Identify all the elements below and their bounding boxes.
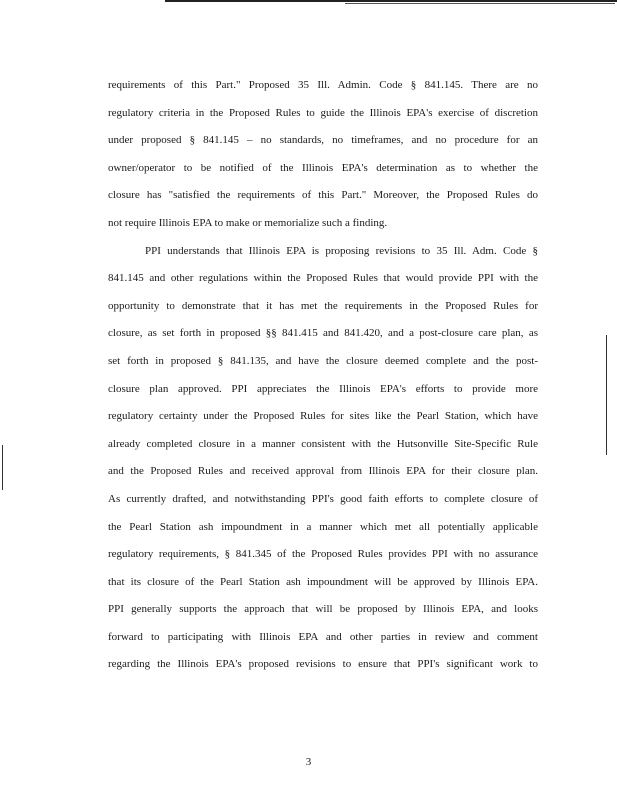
document-body [108,72,538,679]
page-number: 3 [305,756,312,768]
text-line: closure, as set forth in proposed §§ 841.415 and 841.420, and a post-closure care plan, as [108,327,538,340]
text-line: opportunity to demonstrate that it has met the requirements in the Proposed Rules for [108,299,538,312]
text-line: closure plan approved. PPI appreciates the Illinois EPA's efforts to provide more [108,382,538,395]
text-line: not require Illinois EPA to make or memorialize such a finding. [108,216,388,229]
text-line: and the Proposed Rules and received approval from Illinois EPA for their closure plan. [108,465,538,478]
text-line: already completed closure in a manner consistent with the Hutsonville Site-Specific Rule [108,437,538,450]
paragraph-2 [108,238,538,680]
text-line: regulatory criteria in the Proposed Rules to guide the Illinois EPA's exercise of discretion [108,106,538,119]
text-line: regarding the Illinois EPA's proposed revisions to ensure that PPI's significant work to [108,658,538,671]
scan-artifact-right-mark [606,335,607,455]
text-line: that its closure of the Pearl Station ash impoundment will be approved by Illinois EPA. [108,575,538,588]
scan-artifact-top-rule-2 [345,3,615,4]
text-line: As currently drafted, and notwithstanding PPI's good faith efforts to complete closure of [108,492,538,505]
scan-artifact-top-rule [165,0,617,2]
text-line: the Pearl Station ash impoundment in a manner which met all potentially applicable [108,520,538,533]
text-line: PPI generally supports the approach that will be proposed by Illinois EPA, and looks [108,603,538,616]
text-line: PPI understands that Illinois EPA is proposing revisions to 35 Ill. Adm. Code § [145,244,538,257]
text-line: closure has "satisfied the requirements of this Part." Moreover, the Proposed Rules do [108,189,538,202]
text-line: regulatory requirements, § 841.345 of the Proposed Rules provides PPI with no assurance [108,548,538,561]
text-line: 841.145 and other regulations within the Proposed Rules that would provide PPI with the [108,272,538,285]
text-line: owner/operator to be notified of the Illinois EPA's determination as to whether the [108,161,538,174]
paragraph-1 [108,72,538,238]
text-line: regulatory certainty under the Proposed Rules for sites like the Pearl Station, which have [108,410,538,423]
scan-artifact-left-mark [2,445,3,490]
text-line: under proposed § 841.145 – no standards, no timeframes, and no procedure for an [108,134,538,147]
text-line: set forth in proposed § 841.135, and have the closure deemed complete and the post- [108,354,538,367]
text-line: requirements of this Part." Proposed 35 Ill. Admin. Code § 841.145. There are no [108,79,538,91]
text-line: forward to participating with Illinois EPA and other parties in review and comment [108,630,538,643]
